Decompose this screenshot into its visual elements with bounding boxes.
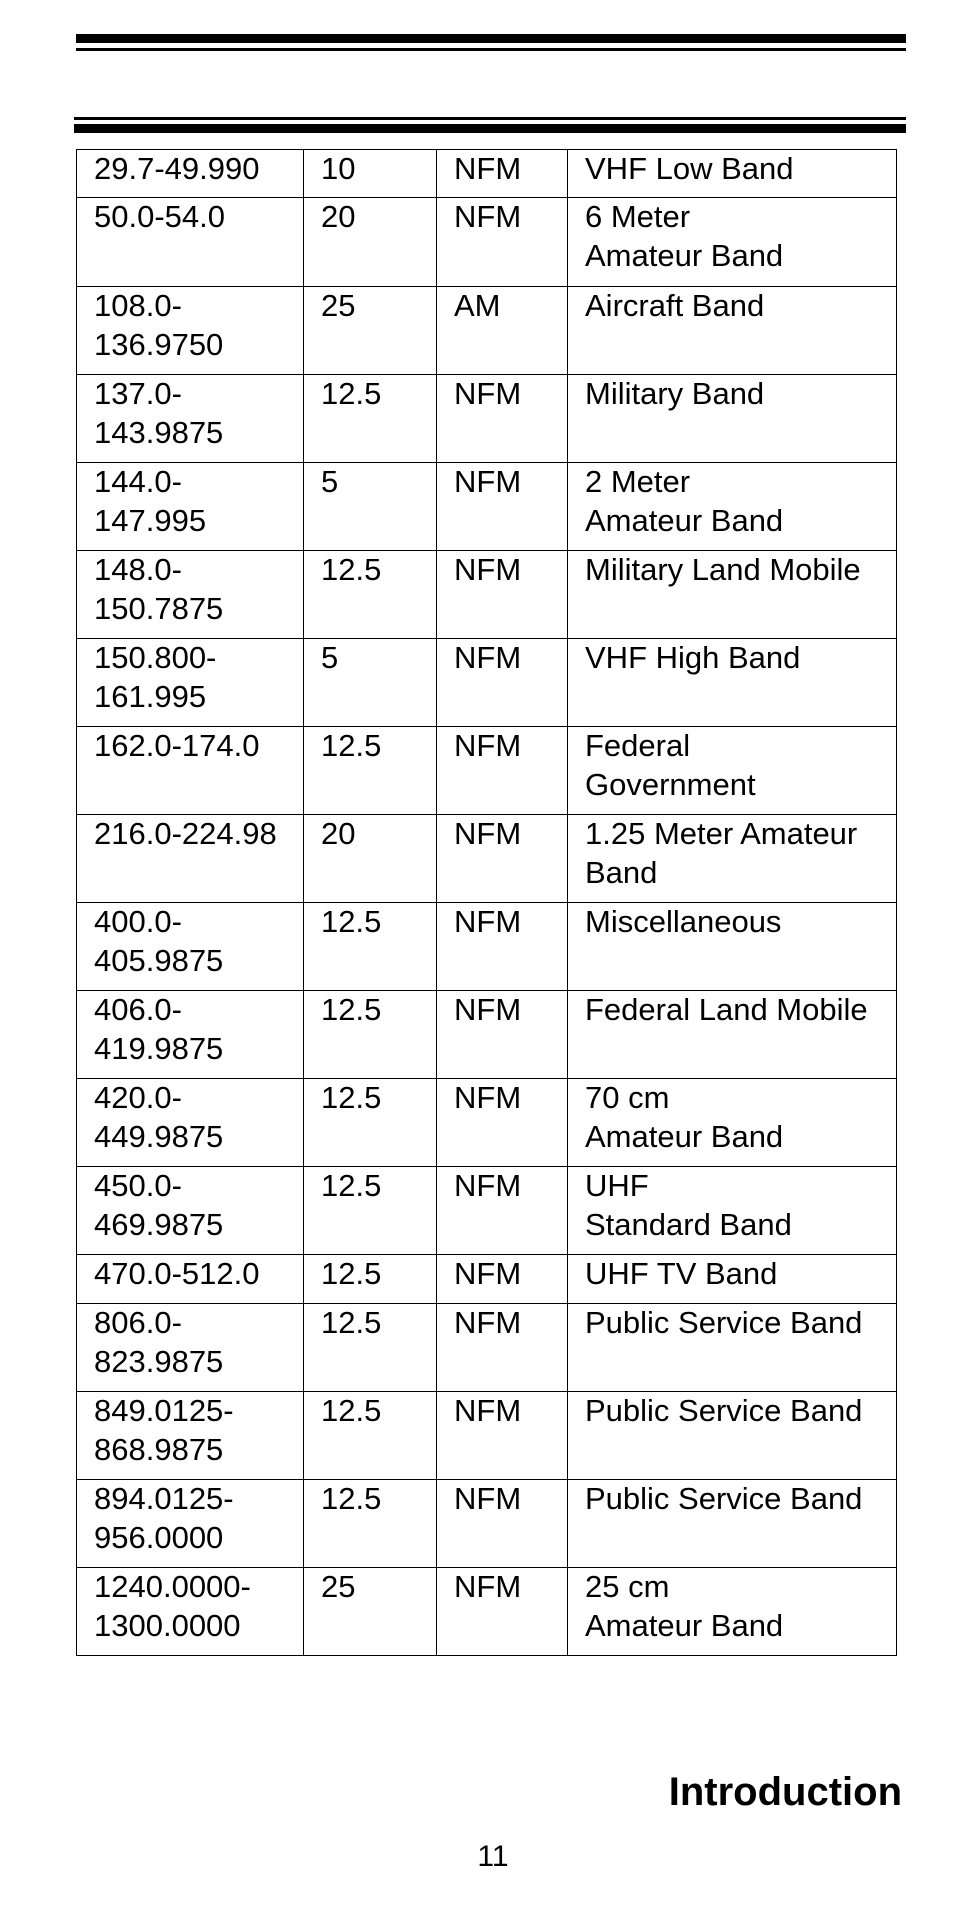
mode-cell: NFM [437, 1255, 568, 1304]
table-row [77, 991, 897, 1079]
mode-cell: NFM [437, 1167, 568, 1255]
mode-cell: NFM [437, 815, 568, 903]
band-cell: 1.25 Meter Amateur Band [568, 815, 897, 903]
step-cell: 12.5 [304, 1167, 437, 1255]
step-cell: 12.5 [304, 1392, 437, 1480]
page-number: 11 [477, 1840, 509, 1873]
frequency-table [76, 149, 897, 1656]
mode-cell: NFM [437, 639, 568, 727]
step-cell: 12.5 [304, 1304, 437, 1392]
range-cell: 137.0- 143.9875 [77, 375, 304, 463]
table-row [77, 903, 897, 991]
mode-cell: AM [437, 287, 568, 375]
range-cell: 148.0- 150.7875 [77, 551, 304, 639]
band-cell: Aircraft Band [568, 287, 897, 375]
band-cell: Public Service Band [568, 1304, 897, 1392]
step-cell: 20 [304, 198, 437, 287]
mode-cell: NFM [437, 1480, 568, 1568]
table-row [77, 463, 897, 551]
step-cell: 12.5 [304, 1255, 437, 1304]
step-cell: 12.5 [304, 551, 437, 639]
range-cell: 406.0- 419.9875 [77, 991, 304, 1079]
table-row [77, 727, 897, 815]
range-cell: 1240.0000- 1300.0000 [77, 1568, 304, 1656]
step-cell: 12.5 [304, 727, 437, 815]
header-rule-thin-bottom [74, 117, 906, 120]
mode-cell: NFM [437, 150, 568, 198]
table-row [77, 639, 897, 727]
header-rule-thick-bottom [74, 124, 906, 133]
band-cell: 6 Meter Amateur Band [568, 198, 897, 287]
table-row [77, 150, 897, 198]
band-cell: Miscellaneous [568, 903, 897, 991]
band-cell: Public Service Band [568, 1392, 897, 1480]
table-row [77, 1392, 897, 1480]
step-cell: 12.5 [304, 991, 437, 1079]
mode-cell: NFM [437, 727, 568, 815]
mode-cell: NFM [437, 903, 568, 991]
band-cell: VHF High Band [568, 639, 897, 727]
range-cell: 450.0- 469.9875 [77, 1167, 304, 1255]
table-row [77, 287, 897, 375]
step-cell: 5 [304, 639, 437, 727]
band-cell: Public Service Band [568, 1480, 897, 1568]
step-cell: 12.5 [304, 375, 437, 463]
step-cell: 5 [304, 463, 437, 551]
table-row [77, 1079, 897, 1167]
table-row [77, 1304, 897, 1392]
frequency-table-body [77, 150, 897, 1656]
range-cell: 400.0- 405.9875 [77, 903, 304, 991]
band-cell: UHF TV Band [568, 1255, 897, 1304]
band-cell: Military Band [568, 375, 897, 463]
step-cell: 10 [304, 150, 437, 198]
range-cell: 806.0- 823.9875 [77, 1304, 304, 1392]
mode-cell: NFM [437, 551, 568, 639]
range-cell: 108.0- 136.9750 [77, 287, 304, 375]
range-cell: 150.800- 161.995 [77, 639, 304, 727]
range-cell: 420.0- 449.9875 [77, 1079, 304, 1167]
band-cell: VHF Low Band [568, 150, 897, 198]
band-cell: 70 cm Amateur Band [568, 1079, 897, 1167]
band-cell: 2 Meter Amateur Band [568, 463, 897, 551]
band-cell: UHF Standard Band [568, 1167, 897, 1255]
table-row [77, 375, 897, 463]
table-row [77, 551, 897, 639]
step-cell: 25 [304, 287, 437, 375]
range-cell: 470.0-512.0 [77, 1255, 304, 1304]
band-cell: Military Land Mobile [568, 551, 897, 639]
header-rule-thick-top [76, 34, 906, 43]
table-row [77, 815, 897, 903]
mode-cell: NFM [437, 1568, 568, 1656]
step-cell: 12.5 [304, 903, 437, 991]
step-cell: 12.5 [304, 1079, 437, 1167]
range-cell: 894.0125- 956.0000 [77, 1480, 304, 1568]
band-cell: 25 cm Amateur Band [568, 1568, 897, 1656]
table-row [77, 1167, 897, 1255]
section-title: Introduction [668, 1770, 902, 1814]
mode-cell: NFM [437, 198, 568, 287]
range-cell: 162.0-174.0 [77, 727, 304, 815]
band-cell: Federal Land Mobile [568, 991, 897, 1079]
mode-cell: NFM [437, 1079, 568, 1167]
range-cell: 50.0-54.0 [77, 198, 304, 287]
table-row [77, 198, 897, 287]
table-row [77, 1480, 897, 1568]
header-rule-thin-top [76, 48, 906, 51]
mode-cell: NFM [437, 375, 568, 463]
mode-cell: NFM [437, 1392, 568, 1480]
range-cell: 144.0- 147.995 [77, 463, 304, 551]
mode-cell: NFM [437, 1304, 568, 1392]
mode-cell: NFM [437, 463, 568, 551]
table-row [77, 1568, 897, 1656]
band-cell: Federal Government [568, 727, 897, 815]
range-cell: 849.0125- 868.9875 [77, 1392, 304, 1480]
mode-cell: NFM [437, 991, 568, 1079]
range-cell: 29.7-49.990 [77, 150, 304, 198]
step-cell: 20 [304, 815, 437, 903]
step-cell: 12.5 [304, 1480, 437, 1568]
table-row [77, 1255, 897, 1304]
range-cell: 216.0-224.98 [77, 815, 304, 903]
step-cell: 25 [304, 1568, 437, 1656]
